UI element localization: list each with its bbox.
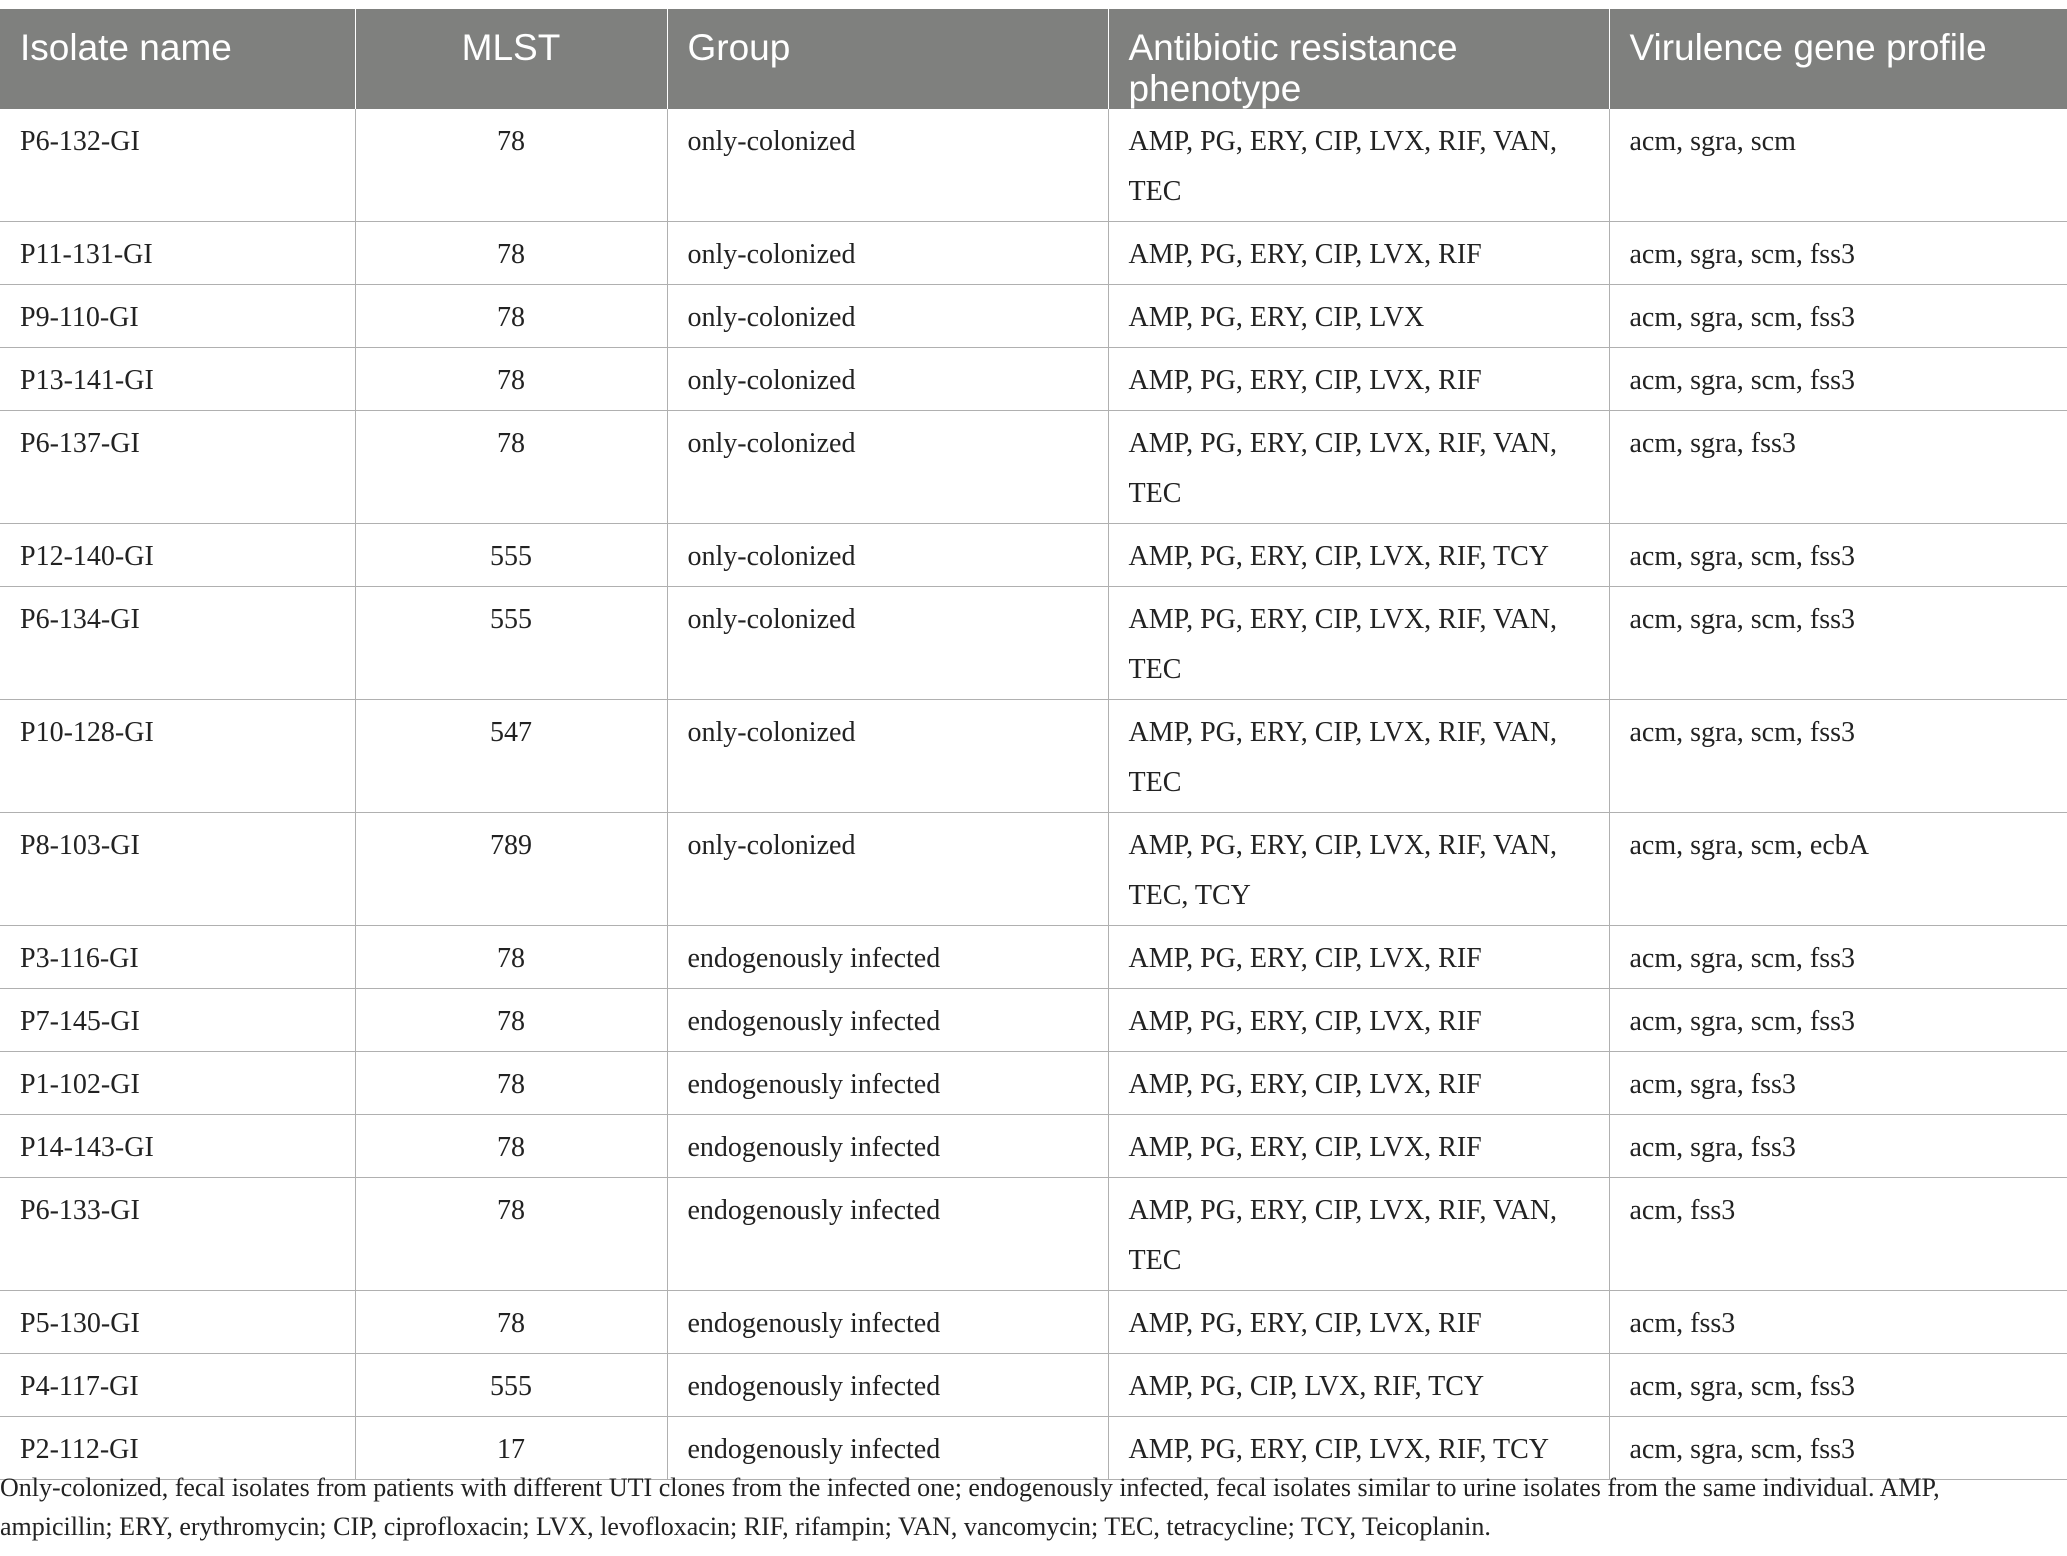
table-row xyxy=(0,926,2067,989)
cell-mlst: 78 xyxy=(355,989,667,1052)
cell-virulence-gene-profile: acm, sgra, scm, fss3 xyxy=(1609,989,2067,1052)
cell-virulence-gene-profile: acm, sgra, fss3 xyxy=(1609,1052,2067,1115)
cell-isolate-name: P4-117-GI xyxy=(0,1354,355,1417)
cell-virulence-gene-profile: acm, sgra, scm xyxy=(1609,109,2067,222)
cell-group: only-colonized xyxy=(667,587,1108,700)
cell-isolate-name: P7-145-GI xyxy=(0,989,355,1052)
cell-mlst: 17 xyxy=(355,1417,667,1480)
header-group: Group xyxy=(667,9,1108,109)
cell-group: endogenously infected xyxy=(667,926,1108,989)
table-container xyxy=(0,9,2067,1480)
cell-antibiotic-resistance: AMP, PG, ERY, CIP, LVX, RIF, TCY xyxy=(1108,524,1609,587)
cell-antibiotic-resistance: AMP, PG, ERY, CIP, LVX, RIF, VAN, TEC xyxy=(1108,411,1609,524)
cell-antibiotic-resistance: AMP, PG, ERY, CIP, LVX, RIF, VAN, TEC xyxy=(1108,700,1609,813)
cell-isolate-name: P3-116-GI xyxy=(0,926,355,989)
cell-antibiotic-resistance: AMP, PG, ERY, CIP, LVX, RIF, VAN, TEC xyxy=(1108,1178,1609,1291)
cell-virulence-gene-profile: acm, sgra, scm, fss3 xyxy=(1609,222,2067,285)
cell-group: only-colonized xyxy=(667,813,1108,926)
cell-group: endogenously infected xyxy=(667,1291,1108,1354)
cell-mlst: 555 xyxy=(355,524,667,587)
table-row xyxy=(0,1291,2067,1354)
cell-antibiotic-resistance: AMP, PG, ERY, CIP, LVX, RIF xyxy=(1108,222,1609,285)
table-footnote: Only-colonized, fecal isolates from patients with different UTI clones from the infected one; endogenously infected, fecal isolates similar to urine isolates from the same individual. AMP, ampicillin; ERY, erythromycin; CIP, ciprofloxacin; LVX, levofloxacin; RIF, rifampin; VAN, vancomycin; TEC, tetracycline; TCY, Teicoplanin. xyxy=(0,1473,1940,1541)
table-row xyxy=(0,813,2067,926)
cell-group: endogenously infected xyxy=(667,1115,1108,1178)
cell-virulence-gene-profile: acm, sgra, scm, fss3 xyxy=(1609,926,2067,989)
cell-group: only-colonized xyxy=(667,700,1108,813)
cell-mlst: 789 xyxy=(355,813,667,926)
table-row xyxy=(0,109,2067,222)
cell-antibiotic-resistance: AMP, PG, ERY, CIP, LVX, RIF, TCY xyxy=(1108,1417,1609,1480)
cell-virulence-gene-profile: acm, sgra, scm, fss3 xyxy=(1609,587,2067,700)
cell-virulence-gene-profile: acm, sgra, scm, fss3 xyxy=(1609,700,2067,813)
cell-isolate-name: P6-133-GI xyxy=(0,1178,355,1291)
cell-mlst: 78 xyxy=(355,1291,667,1354)
cell-group: only-colonized xyxy=(667,524,1108,587)
cell-mlst: 78 xyxy=(355,1115,667,1178)
cell-isolate-name: P9-110-GI xyxy=(0,285,355,348)
cell-virulence-gene-profile: acm, sgra, scm, fss3 xyxy=(1609,285,2067,348)
cell-mlst: 78 xyxy=(355,109,667,222)
cell-antibiotic-resistance: AMP, PG, ERY, CIP, LVX, RIF xyxy=(1108,1052,1609,1115)
cell-mlst: 555 xyxy=(355,1354,667,1417)
cell-group: endogenously infected xyxy=(667,1052,1108,1115)
cell-isolate-name: P11-131-GI xyxy=(0,222,355,285)
header-isolate-name: Isolate name xyxy=(0,9,355,109)
table-row xyxy=(0,222,2067,285)
table-row xyxy=(0,1354,2067,1417)
cell-virulence-gene-profile: acm, sgra, scm, fss3 xyxy=(1609,1354,2067,1417)
cell-antibiotic-resistance: AMP, PG, ERY, CIP, LVX, RIF xyxy=(1108,989,1609,1052)
cell-group: only-colonized xyxy=(667,222,1108,285)
cell-isolate-name: P8-103-GI xyxy=(0,813,355,926)
table-row xyxy=(0,411,2067,524)
cell-mlst: 78 xyxy=(355,926,667,989)
cell-group: endogenously infected xyxy=(667,1178,1108,1291)
table-header xyxy=(0,9,2067,109)
cell-virulence-gene-profile: acm, fss3 xyxy=(1609,1178,2067,1291)
cell-virulence-gene-profile: acm, sgra, scm, fss3 xyxy=(1609,524,2067,587)
cell-mlst: 78 xyxy=(355,411,667,524)
cell-mlst: 78 xyxy=(355,222,667,285)
cell-antibiotic-resistance: AMP, PG, ERY, CIP, LVX, RIF, VAN, TEC xyxy=(1108,587,1609,700)
cell-mlst: 547 xyxy=(355,700,667,813)
cell-antibiotic-resistance: AMP, PG, ERY, CIP, LVX, RIF, VAN, TEC xyxy=(1108,109,1609,222)
cell-group: endogenously infected xyxy=(667,1417,1108,1480)
cell-virulence-gene-profile: acm, sgra, fss3 xyxy=(1609,411,2067,524)
cell-group: only-colonized xyxy=(667,109,1108,222)
cell-group: only-colonized xyxy=(667,285,1108,348)
header-virulence-gene-profile: Virulence gene profile xyxy=(1609,9,2067,109)
header-mlst: MLST xyxy=(355,9,667,109)
cell-group: only-colonized xyxy=(667,411,1108,524)
cell-antibiotic-resistance: AMP, PG, ERY, CIP, LVX, RIF xyxy=(1108,926,1609,989)
cell-isolate-name: P2-112-GI xyxy=(0,1417,355,1480)
cell-virulence-gene-profile: acm, sgra, scm, fss3 xyxy=(1609,1417,2067,1480)
cell-mlst: 78 xyxy=(355,1178,667,1291)
cell-virulence-gene-profile: acm, sgra, scm, ecbA xyxy=(1609,813,2067,926)
cell-virulence-gene-profile: acm, sgra, fss3 xyxy=(1609,1115,2067,1178)
table-row xyxy=(0,989,2067,1052)
table-row xyxy=(0,1178,2067,1291)
cell-group: only-colonized xyxy=(667,348,1108,411)
cell-mlst: 78 xyxy=(355,285,667,348)
table-row xyxy=(0,1052,2067,1115)
table-row xyxy=(0,524,2067,587)
cell-isolate-name: P12-140-GI xyxy=(0,524,355,587)
isolates-table xyxy=(0,9,2067,1480)
table-row xyxy=(0,1115,2067,1178)
table-body xyxy=(0,109,2067,1480)
header-row xyxy=(0,9,2067,109)
cell-isolate-name: P1-102-GI xyxy=(0,1052,355,1115)
cell-antibiotic-resistance: AMP, PG, ERY, CIP, LVX, RIF, VAN, TEC, TCY xyxy=(1108,813,1609,926)
cell-antibiotic-resistance: AMP, PG, ERY, CIP, LVX, RIF xyxy=(1108,1291,1609,1354)
cell-isolate-name: P10-128-GI xyxy=(0,700,355,813)
cell-virulence-gene-profile: acm, fss3 xyxy=(1609,1291,2067,1354)
cell-group: endogenously infected xyxy=(667,1354,1108,1417)
table-row xyxy=(0,700,2067,813)
cell-group: endogenously infected xyxy=(667,989,1108,1052)
cell-isolate-name: P13-141-GI xyxy=(0,348,355,411)
header-antibiotic-resistance: Antibiotic resistance phenotype xyxy=(1108,9,1609,109)
cell-antibiotic-resistance: AMP, PG, ERY, CIP, LVX xyxy=(1108,285,1609,348)
cell-mlst: 78 xyxy=(355,1052,667,1115)
cell-isolate-name: P6-134-GI xyxy=(0,587,355,700)
table-row xyxy=(0,285,2067,348)
cell-isolate-name: P6-137-GI xyxy=(0,411,355,524)
table-row xyxy=(0,348,2067,411)
cell-mlst: 555 xyxy=(355,587,667,700)
cell-antibiotic-resistance: AMP, PG, CIP, LVX, RIF, TCY xyxy=(1108,1354,1609,1417)
cell-antibiotic-resistance: AMP, PG, ERY, CIP, LVX, RIF xyxy=(1108,1115,1609,1178)
cell-isolate-name: P6-132-GI xyxy=(0,109,355,222)
cell-antibiotic-resistance: AMP, PG, ERY, CIP, LVX, RIF xyxy=(1108,348,1609,411)
table-row xyxy=(0,587,2067,700)
cell-virulence-gene-profile: acm, sgra, scm, fss3 xyxy=(1609,348,2067,411)
cell-isolate-name: P14-143-GI xyxy=(0,1115,355,1178)
cell-isolate-name: P5-130-GI xyxy=(0,1291,355,1354)
cell-mlst: 78 xyxy=(355,348,667,411)
